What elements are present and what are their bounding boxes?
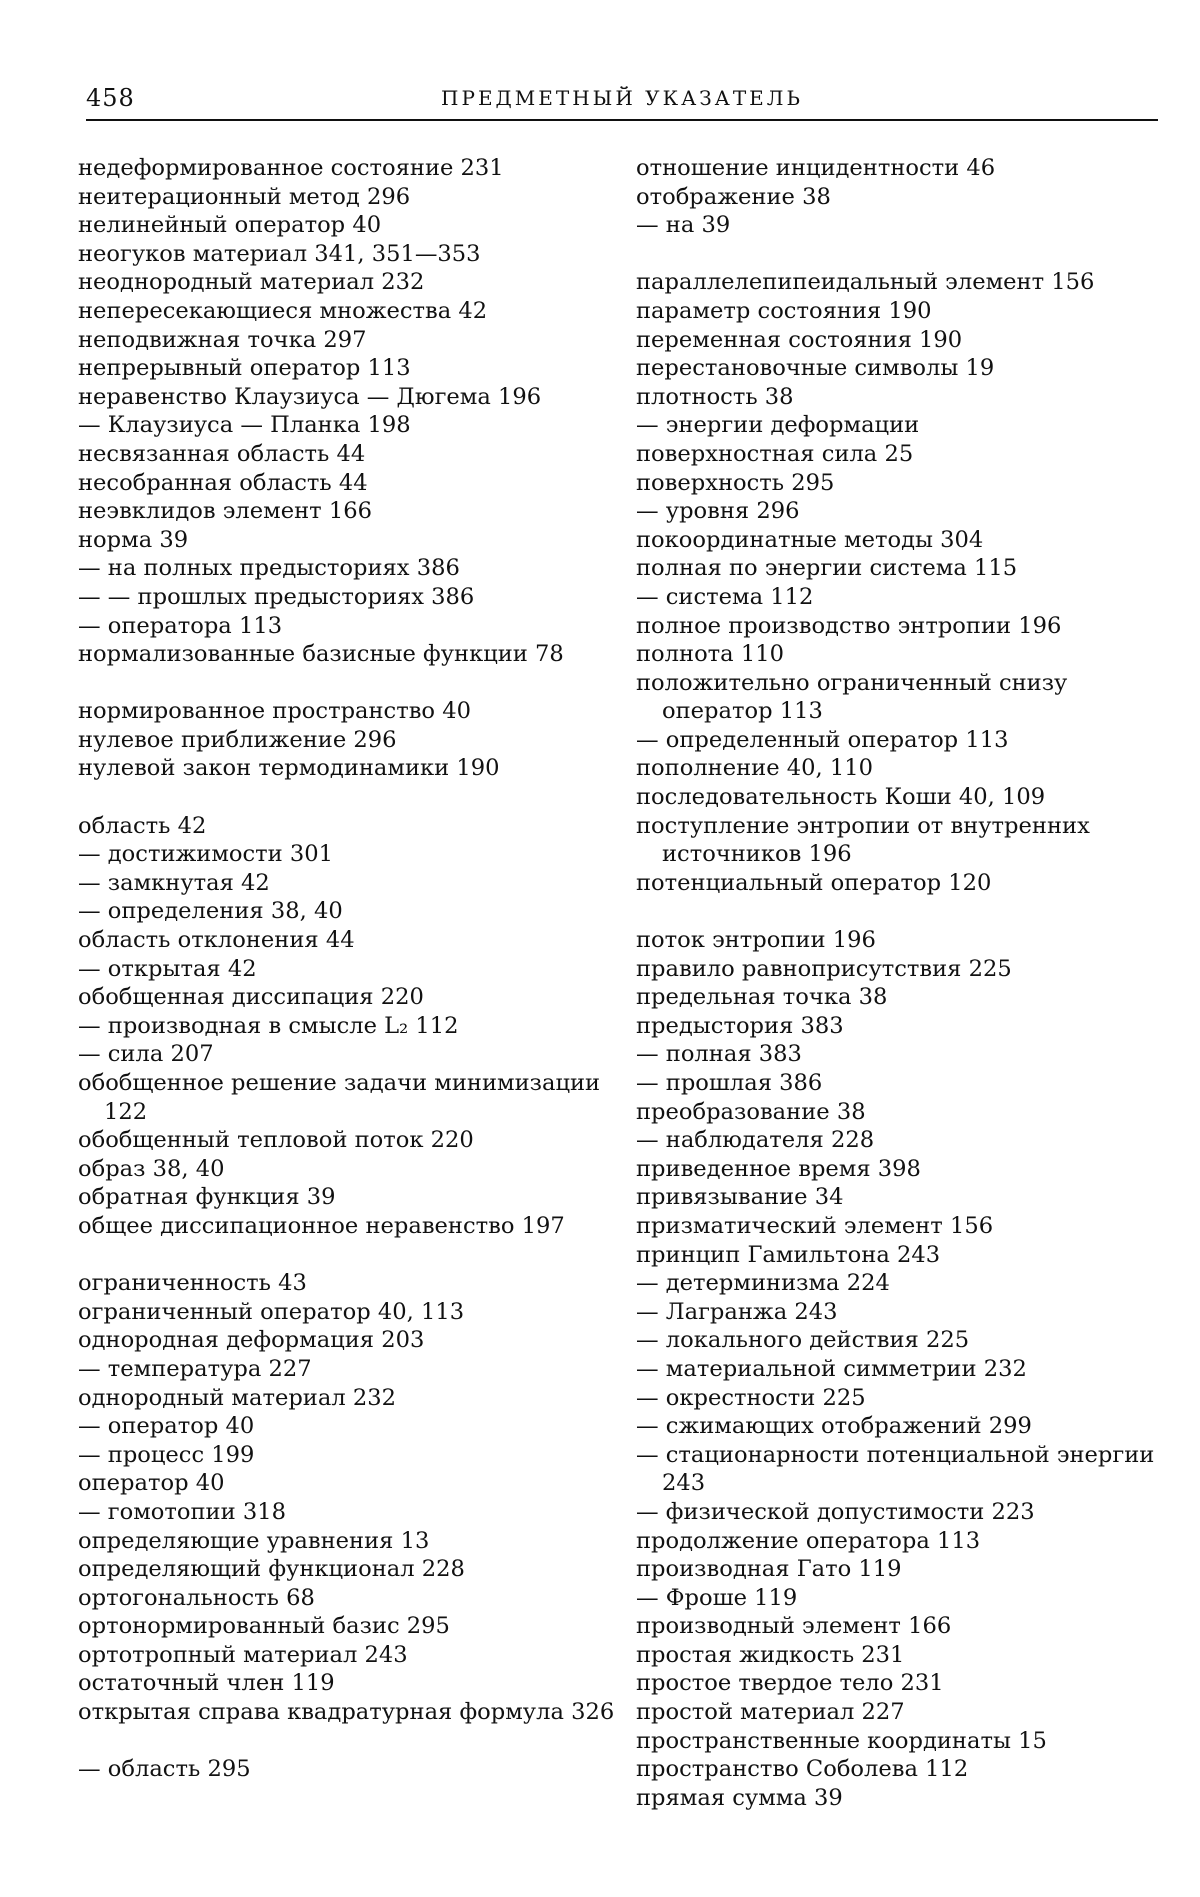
index-entry: непрерывный оператор 113 xyxy=(78,355,411,382)
index-entry: ортотропный материал 243 xyxy=(78,1641,408,1668)
index-entry: обобщенный тепловой поток 220 xyxy=(78,1127,474,1154)
index-entry: открытая справа квадратурная формула 326 xyxy=(78,1699,615,1726)
index-entry: — определения 38, 40 xyxy=(78,898,343,925)
index-entry: образ 38, 40 xyxy=(78,1155,225,1182)
index-column-left xyxy=(78,154,618,1784)
index-entry: ортогональность 68 xyxy=(78,1584,315,1611)
index-entry: — сжимающих отображений 299 xyxy=(636,1413,1032,1440)
index-entry: отображение 38 xyxy=(636,183,831,210)
index-entry: — замкнутая 42 xyxy=(78,869,270,896)
index-entry: определяющие уравнения 13 xyxy=(78,1527,430,1554)
index-entry: поверхностная сила 25 xyxy=(636,440,914,467)
index-entry: правило равноприсутствия 225 xyxy=(636,955,1012,982)
index-entry: положительно ограниченный снизу оператор 113 xyxy=(636,669,1068,725)
header-rule xyxy=(86,119,1158,121)
index-entry: — сила 207 xyxy=(78,1041,214,1068)
index-entry: — открытая 42 xyxy=(78,955,257,982)
index-entry: — энергии деформации xyxy=(636,412,920,439)
index-entry: предельная точка 38 xyxy=(636,984,888,1011)
index-entry: — стационарности потенциальной энергии 243 xyxy=(636,1441,1155,1497)
index-entry: параллелепипеидальный элемент 156 xyxy=(636,269,1095,296)
index-entry: полное производство энтропии 196 xyxy=(636,612,1062,639)
index-entry: остаточный член 119 xyxy=(78,1670,335,1697)
index-entry: пространство Соболева 112 xyxy=(636,1756,969,1783)
page-number: 458 xyxy=(86,84,135,112)
index-entry: ограниченный оператор 40, 113 xyxy=(78,1298,465,1325)
index-entry: норма 39 xyxy=(78,526,189,553)
index-entry: пространственные координаты 15 xyxy=(636,1727,1047,1754)
index-entry: — Клаузиуса — Планка 198 xyxy=(78,412,411,439)
index-entry: поверхность 295 xyxy=(636,469,835,496)
index-entry: продолжение оператора 113 xyxy=(636,1527,981,1554)
index-entry: прямая сумма 39 xyxy=(636,1784,843,1811)
index-entry: непересекающиеся множества 42 xyxy=(78,297,488,324)
index-entry: — температура 227 xyxy=(78,1355,312,1382)
index-entry: обобщенная диссипация 220 xyxy=(78,984,424,1011)
index-entry: — достижимости 301 xyxy=(78,841,334,868)
index-entry: отношение инцидентности 46 xyxy=(636,155,996,181)
index-entry: — область 295 xyxy=(78,1756,251,1783)
index-entry: предыстория 383 xyxy=(636,1012,844,1039)
index-entry: переменная состояния 190 xyxy=(636,326,963,353)
index-entry: простой материал 227 xyxy=(636,1699,905,1726)
index-entry: ограниченность 43 xyxy=(78,1270,307,1297)
index-entry: область 42 xyxy=(78,812,207,839)
index-entry: — оператор 40 xyxy=(78,1413,255,1440)
index-entry: параметр состояния 190 xyxy=(636,297,932,324)
index-entry: нормализованные базисные функции 78 xyxy=(78,641,564,668)
index-entry: — производная в смысле L₂ 112 xyxy=(78,1012,459,1039)
index-entry: — Лагранжа 243 xyxy=(636,1298,838,1325)
index-entry: несвязанная область 44 xyxy=(78,440,366,467)
index-entry: общее диссипационное неравенство 197 xyxy=(78,1212,565,1239)
index-entry: нелинейный оператор 40 xyxy=(78,212,382,239)
index-entry: последовательность Коши 40, 109 xyxy=(636,784,1046,811)
index-entry: — наблюдателя 228 xyxy=(636,1127,875,1154)
index-entry: простое твердое тело 231 xyxy=(636,1670,944,1697)
index-entry: — оператора 113 xyxy=(78,612,283,639)
index-entry: — физической допустимости 223 xyxy=(636,1498,1035,1525)
index-entry: привязывание 34 xyxy=(636,1184,844,1211)
index-entry: неогуков материал 341, 351—353 xyxy=(78,240,481,267)
index-entry: — окрестности 225 xyxy=(636,1384,866,1411)
index-entry: — материальной симметрии 232 xyxy=(636,1355,1027,1382)
index-entry: — система 112 xyxy=(636,583,814,610)
index-entry: — детерминизма 224 xyxy=(636,1270,890,1297)
index-entry: — на полных предысториях 386 xyxy=(78,555,460,582)
index-entry: потенциальный оператор 120 xyxy=(636,869,992,896)
index-entry: неоднородный материал 232 xyxy=(78,269,425,296)
index-entry: нулевой закон термодинамики 190 xyxy=(78,755,500,782)
index-entry: — определенный оператор 113 xyxy=(636,726,1009,753)
index-entry: нулевое приближение 296 xyxy=(78,726,397,753)
index-entry: однородная деформация 203 xyxy=(78,1327,425,1354)
index-entry: неитерационный метод 296 xyxy=(78,183,411,210)
index-entry: простая жидкость 231 xyxy=(636,1641,905,1668)
index-entry: перестановочные символы 19 xyxy=(636,355,995,382)
index-entry: — полная 383 xyxy=(636,1041,802,1068)
index-entry: ортонормированный базис 295 xyxy=(78,1613,450,1640)
index-entry: производный элемент 166 xyxy=(636,1613,952,1640)
index-entry: призматический элемент 156 xyxy=(636,1212,994,1239)
index-entry: поток энтропии 196 xyxy=(636,927,876,954)
index-entry: поступление энтропии от внутренних источников 196 xyxy=(636,812,1090,868)
index-column-right xyxy=(636,154,1176,1812)
index-entry: неподвижная точка 297 xyxy=(78,326,367,353)
index-entry: — прошлая 386 xyxy=(636,1070,823,1096)
index-entry: недеформированное состояние 231 xyxy=(78,155,504,181)
index-entry: преобразование 38 xyxy=(636,1098,866,1125)
index-entry: однородный материал 232 xyxy=(78,1384,397,1411)
index-entry: — локального действия 225 xyxy=(636,1327,970,1354)
index-entry: несобранная область 44 xyxy=(78,469,368,496)
index-entry: обобщенное решение задачи минимизации 122 xyxy=(78,1070,601,1125)
index-entry: — уровня 296 xyxy=(636,498,800,525)
index-entry: плотность 38 xyxy=(636,383,794,410)
index-entry: область отклонения 44 xyxy=(78,927,355,954)
index-entry: — гомотопии 318 xyxy=(78,1498,286,1525)
index-entry: — Фроше 119 xyxy=(636,1584,798,1611)
index-entry: неэвклидов элемент 166 xyxy=(78,498,372,525)
page-header xyxy=(86,84,1158,124)
index-entry: полнота 110 xyxy=(636,641,784,668)
running-title: ПРЕДМЕТНЫЙ УКАЗАТЕЛЬ xyxy=(441,86,803,110)
index-entry: неравенство Клаузиуса — Дюгема 196 xyxy=(78,383,542,410)
index-entry: — процесс 199 xyxy=(78,1441,255,1468)
index-entry: производная Гато 119 xyxy=(636,1556,902,1583)
index-entry: полная по энергии система 115 xyxy=(636,555,1018,582)
index-entry: покоординатные методы 304 xyxy=(636,526,984,553)
index-entry: оператор 40 xyxy=(78,1470,225,1497)
index-entry: приведенное время 398 xyxy=(636,1155,921,1182)
index-entry: обратная функция 39 xyxy=(78,1184,336,1211)
index-entry: нормированное пространство 40 xyxy=(78,698,471,725)
index-entry: пополнение 40, 110 xyxy=(636,755,874,782)
index-entry: — — прошлых предысториях 386 xyxy=(78,583,475,610)
index-entry: определяющий функционал 228 xyxy=(78,1556,465,1583)
index-entry: — на 39 xyxy=(636,212,731,239)
index-entry: принцип Гамильтона 243 xyxy=(636,1241,941,1268)
